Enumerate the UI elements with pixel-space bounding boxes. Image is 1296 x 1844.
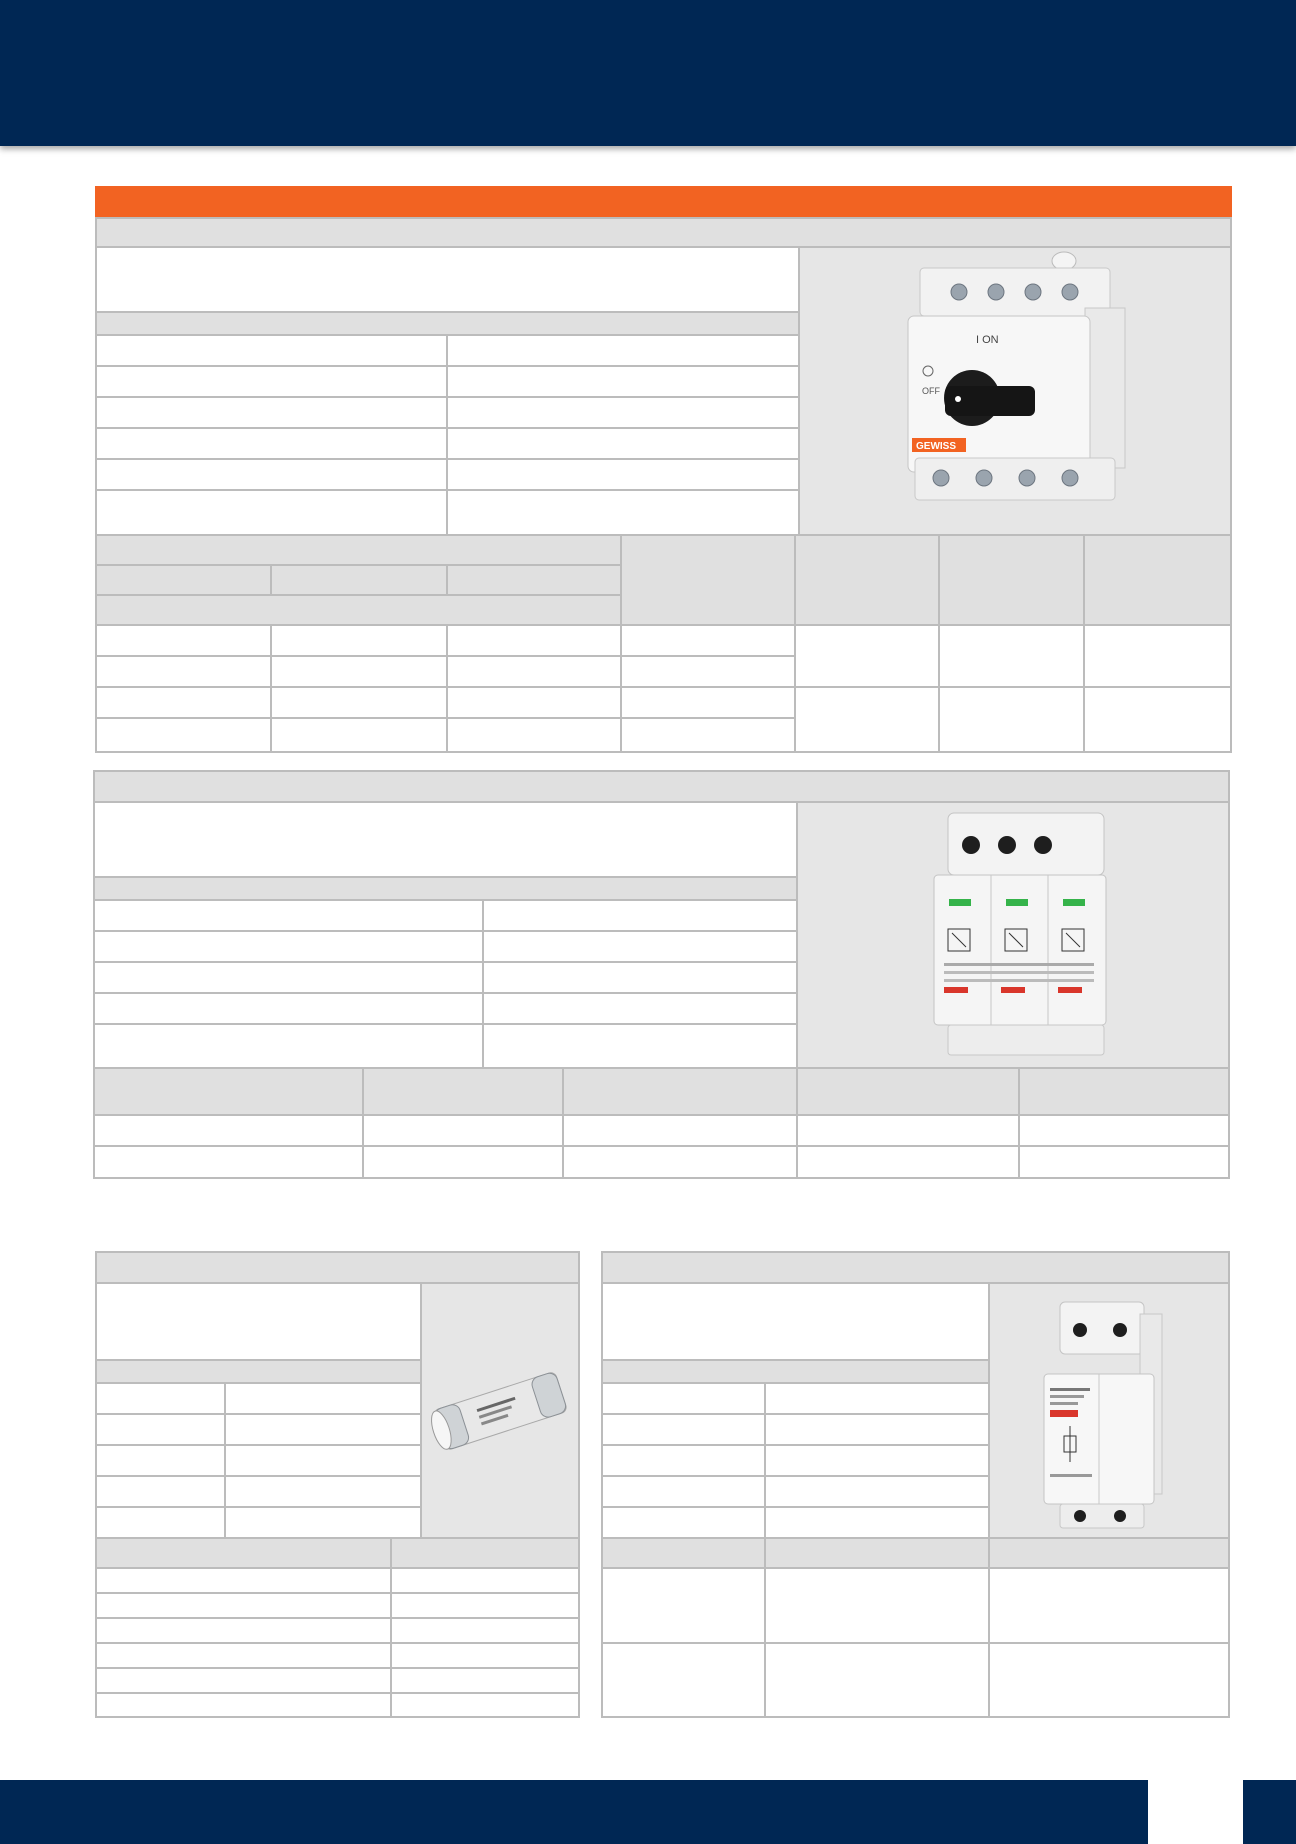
svg-text:OFF: OFF bbox=[922, 386, 940, 396]
order-table-header-right bbox=[622, 536, 1230, 624]
order-table-header bbox=[603, 1539, 1228, 1567]
order-table-header bbox=[97, 1539, 578, 1567]
section-title-bar bbox=[95, 186, 1232, 217]
fuse-holder-image bbox=[990, 1284, 1228, 1537]
section-subheader bbox=[97, 1253, 578, 1282]
section-subheader bbox=[95, 772, 1228, 801]
rotary-switch-disconnector-image bbox=[800, 248, 1230, 534]
svg-text:GEWISS: GEWISS bbox=[916, 441, 957, 452]
spec-table-header bbox=[603, 1359, 988, 1382]
section-subheader bbox=[603, 1253, 1228, 1282]
surge-protection-device-image bbox=[798, 803, 1228, 1067]
fuse-cartridge-image bbox=[422, 1284, 578, 1537]
order-table-header-subcols bbox=[97, 566, 620, 594]
product-image-panel bbox=[798, 803, 1228, 1067]
spec-table-header bbox=[95, 876, 796, 899]
product-image-panel bbox=[990, 1284, 1228, 1537]
svg-text:I ON: I ON bbox=[976, 334, 999, 346]
order-table-header-band bbox=[97, 596, 620, 624]
fuse-section bbox=[95, 1251, 580, 1718]
product-image-panel bbox=[422, 1284, 578, 1537]
page-header-band bbox=[0, 0, 1296, 146]
spec-table-header bbox=[97, 311, 798, 334]
surge-protector-section bbox=[93, 770, 1230, 1179]
section-subheader bbox=[97, 219, 1230, 246]
product-image-panel bbox=[800, 248, 1230, 534]
footer-band bbox=[0, 1780, 1148, 1844]
spec-table-header bbox=[97, 1359, 420, 1382]
switch-disconnector-section bbox=[95, 217, 1232, 753]
footer-page-tab bbox=[1243, 1780, 1296, 1844]
order-table-header-left bbox=[97, 536, 620, 564]
fuse-holder-section bbox=[601, 1251, 1230, 1718]
order-table-header bbox=[95, 1069, 1228, 1114]
